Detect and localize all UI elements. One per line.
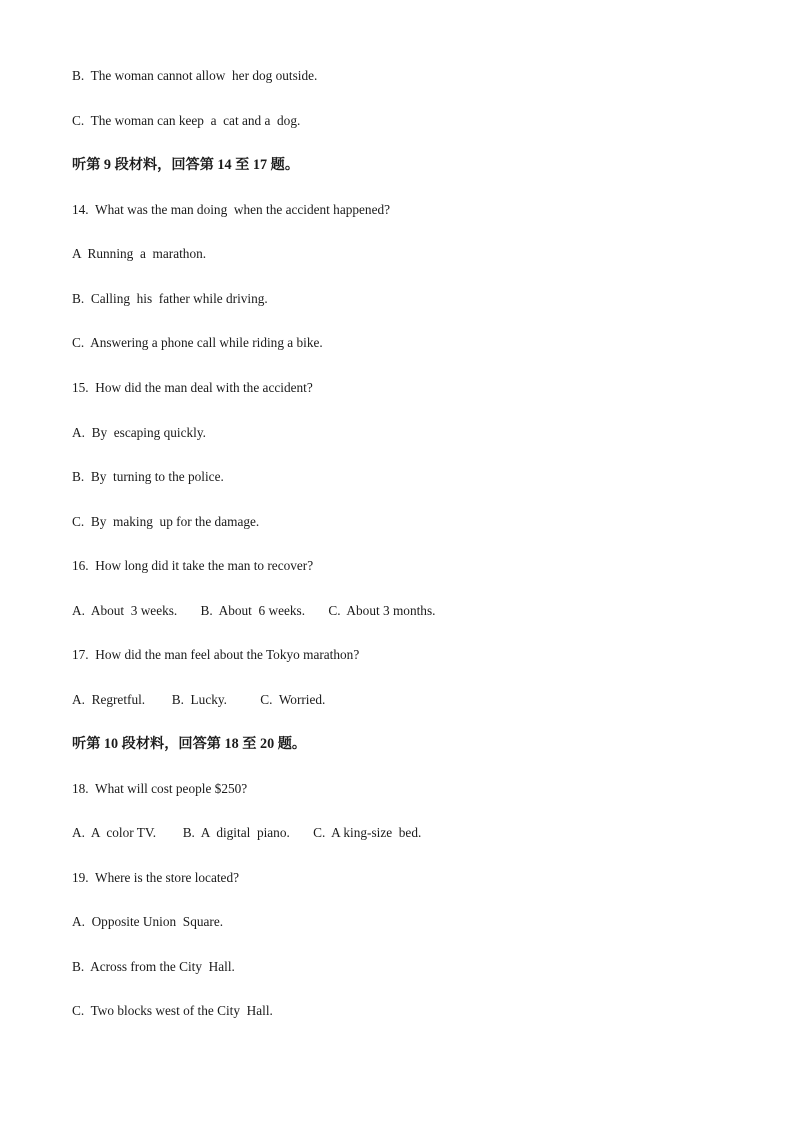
- question-line: 19. Where is the store located?: [72, 870, 240, 885]
- question-line: 17. How did the man feel about the Tokyo marathon?: [72, 647, 360, 662]
- option-line: A. About 3 weeks. B. About 6 weeks. C. About 3 months.: [72, 603, 436, 618]
- option-line: B. By turning to the police.: [72, 469, 224, 484]
- question-line: 15. How did the man deal with the accident?: [72, 380, 313, 395]
- option-line: B. The woman cannot allow her dog outside.: [72, 68, 318, 83]
- option-line: A. Regretful. B. Lucky. C. Worried.: [72, 692, 326, 707]
- option-line: A. Opposite Union Square.: [72, 914, 224, 929]
- option-line: B. Across from the City Hall.: [72, 959, 235, 974]
- option-line: A Running a marathon.: [72, 246, 207, 261]
- section-heading: 听第 10 段材料，回答第 18 至 20 题。: [72, 736, 307, 752]
- question-line: 18. What will cost people $250?: [72, 781, 248, 796]
- section-heading: 听第 9 段材料，回答第 14 至 17 题。: [72, 157, 300, 173]
- option-line: C. Answering a phone call while riding a bike.: [72, 335, 323, 350]
- option-line: C. By making up for the damage.: [72, 514, 260, 529]
- option-line: A. By escaping quickly.: [72, 425, 206, 440]
- option-line: B. Calling his father while driving.: [72, 291, 268, 306]
- option-line: A. A color TV. B. A digital piano. C. A king-size bed.: [72, 825, 422, 840]
- question-line: 14. What was the man doing when the accident happened?: [72, 202, 391, 217]
- question-line: 16. How long did it take the man to recover?: [72, 558, 314, 573]
- option-line: C. The woman can keep a cat and a dog.: [72, 113, 301, 128]
- option-line: C. Two blocks west of the City Hall.: [72, 1003, 273, 1018]
